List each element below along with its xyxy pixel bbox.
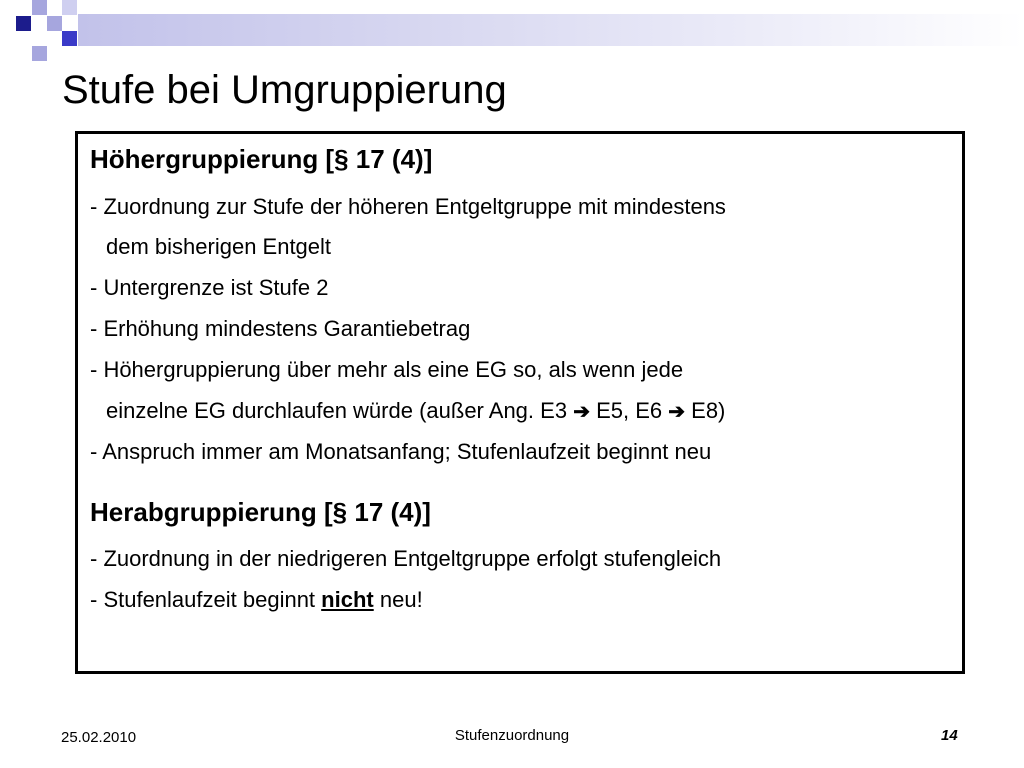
section-heading-hoehergruppierung: Höhergruppierung [§ 17 (4)] bbox=[90, 144, 433, 174]
decor-square-3 bbox=[47, 16, 62, 31]
bullet-text: neu! bbox=[379, 587, 423, 612]
footer-date: 25.02.2010 bbox=[61, 729, 137, 746]
slide-title: Stufe bei Umgruppierung bbox=[62, 68, 507, 112]
bullet-line-emphasis bbox=[90, 587, 423, 613]
decor-square-6 bbox=[32, 46, 47, 61]
bullet-line: - Untergrenze ist Stufe 2 bbox=[90, 275, 329, 300]
bullet-line: - Zuordnung in der niedrigeren Entgeltgruppe erfolgt stufengleich bbox=[90, 546, 722, 571]
bullet-text: einzelne EG durchlaufen würde (außer Ang. E3 bbox=[106, 398, 568, 423]
decor-square-1 bbox=[16, 16, 31, 31]
page-number: 14 bbox=[941, 727, 958, 744]
bullet-line: - Höhergruppierung über mehr als eine EG so, als wenn jede bbox=[90, 357, 684, 382]
footer-title: Stufenzuordnung bbox=[454, 727, 570, 744]
content-box bbox=[75, 131, 965, 674]
bullet-line: - Erhöhung mindestens Garantiebetrag bbox=[90, 316, 471, 341]
right-arrow-icon: ➔ bbox=[668, 401, 686, 423]
bullet-line: dem bisherigen Entgelt bbox=[106, 234, 332, 259]
header-band bbox=[78, 14, 1024, 46]
bullet-text: E5, E6 bbox=[596, 398, 663, 423]
decor-square-5 bbox=[62, 31, 77, 46]
decor-square-4 bbox=[62, 0, 77, 15]
emphasis-nicht: nicht bbox=[321, 587, 374, 612]
bullet-text: - Stufenlaufzeit beginnt bbox=[90, 587, 316, 612]
bullet-line-with-arrows bbox=[106, 398, 725, 424]
decor-square-2 bbox=[32, 0, 47, 15]
bullet-line: - Anspruch immer am Monatsanfang; Stufenlaufzeit beginnt neu bbox=[90, 439, 712, 464]
bullet-line: - Zuordnung zur Stufe der höheren Entgeltgruppe mit mindestens bbox=[90, 194, 726, 219]
right-arrow-icon: ➔ bbox=[573, 401, 590, 423]
section-heading-herabgruppierung: Herabgruppierung [§ 17 (4)] bbox=[90, 497, 431, 527]
bullet-text: E8) bbox=[691, 398, 726, 423]
